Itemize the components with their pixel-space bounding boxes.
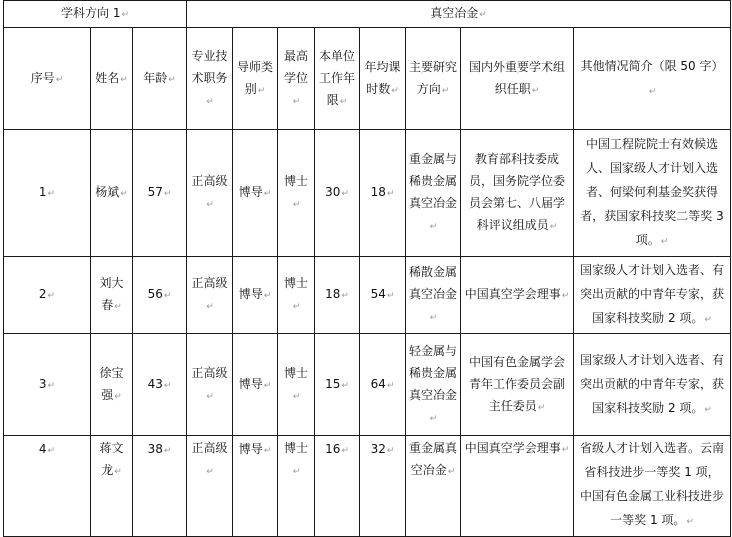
cell-supervisor-type: 博导↵ — [233, 257, 278, 334]
table-row — [4, 436, 731, 537]
col-header-academic-posts: 国内外重要学术组织任职↵ — [461, 28, 574, 130]
cell-teaching-hours: 64↵ — [360, 334, 406, 436]
table-row — [4, 334, 731, 436]
cell-research: 轻金属与稀贵金属真空冶金↵ — [406, 334, 461, 436]
cell-index: 3↵ — [4, 334, 91, 436]
cell-name: 蒋文龙↵ — [91, 436, 133, 537]
cell-title: 正高级↵ — [187, 257, 233, 334]
cell-age: 43↵ — [133, 334, 187, 436]
cell-academic-posts: 中国有色金属学会青年工作委员会副主任委员↵ — [461, 334, 574, 436]
cell-work-years: 15↵ — [315, 334, 360, 436]
column-header-row — [4, 28, 731, 130]
col-header-work-years: 本单位工作年限↵ — [315, 28, 360, 130]
cell-notes: 国家级人才计划入选者、有突出贡献的中青年专家，获国家科技奖励 2 项。↵ — [574, 257, 731, 334]
cell-notes: 省级人才计划入选者。云南省科技进步一等奖 1 项，中国有色金属工业科技进步一等奖 1 项。↵ — [574, 436, 731, 537]
col-header-notes: 其他情况简介（限 50 字）↵ — [574, 28, 731, 130]
cell-degree: 博士↵ — [278, 130, 315, 257]
cell-name: 徐宝强↵ — [91, 334, 133, 436]
cell-academic-posts: 中国真空学会理事↵ — [461, 257, 574, 334]
table-row — [4, 130, 731, 257]
cell-teaching-hours: 32↵ — [360, 436, 406, 537]
cell-degree: 博士↵ — [278, 334, 315, 436]
table-row — [4, 257, 731, 334]
col-header-age: 年龄↵ — [133, 28, 187, 130]
discipline-name: 真空冶金 — [430, 6, 479, 20]
cell-supervisor-type: 博导↵ — [233, 334, 278, 436]
cell-notes: 中国工程院院士有效候选人、国家级人才计划入选者、何梁何利基金奖获得者，获国家科技奖二等奖 3 项。↵ — [574, 130, 731, 257]
discipline-label-cell: 学科方向 1↵ — [4, 1, 187, 28]
col-header-name: 姓名↵ — [91, 28, 133, 130]
cell-name: 刘大春↵ — [91, 257, 133, 334]
cell-age: 38↵ — [133, 436, 187, 537]
cell-research: 稀散金属真空冶金↵ — [406, 257, 461, 334]
col-header-supervisor-type: 导师类别↵ — [233, 28, 278, 130]
col-header-title: 专业技术职务↵ — [187, 28, 233, 130]
col-header-teaching-hours: 年均课时数↵ — [360, 28, 406, 130]
col-header-degree: 最高学位↵ — [278, 28, 315, 130]
cell-supervisor-type: 博导↵ — [233, 130, 278, 257]
cell-work-years: 18↵ — [315, 257, 360, 334]
cell-teaching-hours: 54↵ — [360, 257, 406, 334]
cell-work-years: 30↵ — [315, 130, 360, 257]
cell-title: 正高级↵ — [187, 130, 233, 257]
cell-index: 2↵ — [4, 257, 91, 334]
faculty-table — [3, 0, 731, 537]
cell-title: 正高级↵ — [187, 334, 233, 436]
discipline-header-row — [4, 1, 731, 28]
cell-academic-posts: 教育部科技委成员，国务院学位委员会第七、八届学科评议组成员↵ — [461, 130, 574, 257]
cell-index: 4↵ — [4, 436, 91, 537]
cell-age: 57↵ — [133, 130, 187, 257]
col-header-research: 主要研究方向↵ — [406, 28, 461, 130]
discipline-label: 学科方向 1 — [61, 6, 121, 20]
cell-degree: 博士↵ — [278, 257, 315, 334]
cell-research: 重金属与稀贵金属真空冶金↵ — [406, 130, 461, 257]
discipline-name-cell: 真空冶金↵ — [187, 1, 731, 28]
cell-name: 杨斌↵ — [91, 130, 133, 257]
cell-academic-posts: 中国真空学会理事↵ — [461, 436, 574, 537]
cell-work-years: 16↵ — [315, 436, 360, 537]
cell-title: 正高级↵ — [187, 436, 233, 537]
cell-index: 1↵ — [4, 130, 91, 257]
cell-supervisor-type: 博导↵ — [233, 436, 278, 537]
cell-degree: 博士↵ — [278, 436, 315, 537]
cell-age: 56↵ — [133, 257, 187, 334]
cell-teaching-hours: 18↵ — [360, 130, 406, 257]
cell-notes: 国家级人才计划入选者、有突出贡献的中青年专家，获国家科技奖励 2 项。↵ — [574, 334, 731, 436]
col-header-index: 序号↵ — [4, 28, 91, 130]
cell-research: 重金属真空冶金↵ — [406, 436, 461, 537]
